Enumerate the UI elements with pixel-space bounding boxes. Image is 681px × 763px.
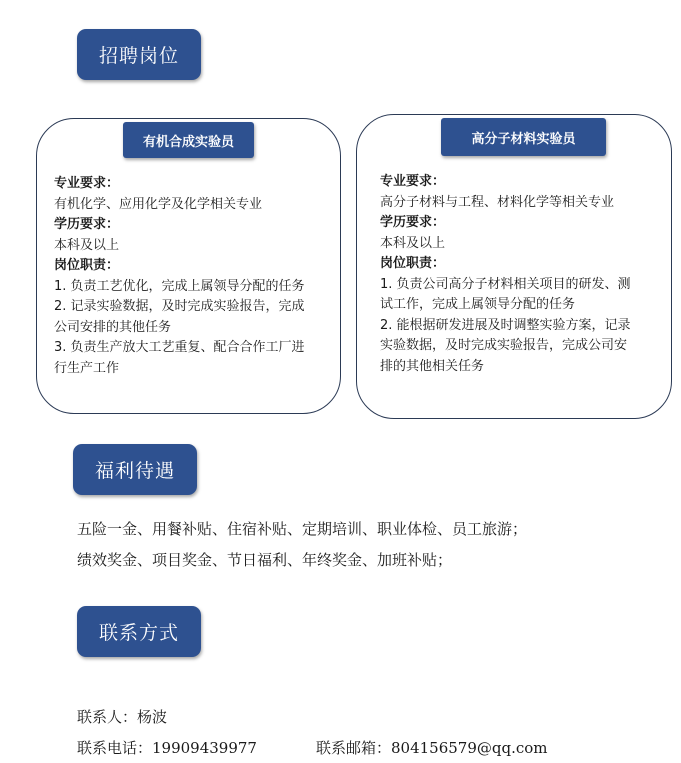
duty-line: 1. 负责工艺优化，完成上属领导分配的任务: [54, 278, 305, 294]
duty-line: 公司安排的其他任务: [54, 319, 172, 335]
education-label: 学历要求：: [380, 215, 446, 230]
section-title-contact: 联系方式: [77, 606, 201, 657]
duties-label: 岗位职责：: [54, 258, 120, 273]
education-label: 学历要求：: [54, 217, 120, 232]
job-details: [380, 172, 665, 377]
section-title-benefits: 福利待遇: [73, 444, 197, 495]
contact-phone: 联系电话：19909439977: [77, 739, 257, 757]
major-label: 专业要求：: [54, 176, 120, 191]
duty-line: 1. 负责公司高分子材料相关项目的研发、测: [380, 276, 631, 292]
contact-person: 联系人：杨波: [77, 708, 168, 726]
duty-line: 3. 负责生产放大工艺重复、配合合作工厂进: [54, 340, 305, 355]
benefits-line: 五险一金、用餐补贴、住宿补贴、定期培训、职业体检、员工旅游；: [77, 520, 528, 538]
education-text: 本科及以上: [380, 235, 446, 251]
benefits-line: 绩效奖金、项目奖金、节日福利、年终奖金、加班补贴；: [77, 551, 453, 569]
duty-line: 行生产工作: [54, 360, 120, 376]
major-label: 专业要求：: [380, 174, 446, 189]
major-text: 有机化学、应用化学及化学相关专业: [54, 196, 263, 212]
job-details: [54, 174, 334, 379]
duty-line: 2. 记录实验数据，及时完成实验报告，完成: [54, 299, 305, 314]
duty-line: 排的其他相关任务: [380, 358, 485, 374]
job-title: 高分子材料实验员: [441, 118, 606, 156]
duty-line: 实验数据，及时完成实验报告，完成公司安: [380, 338, 628, 353]
section-title-positions: 招聘岗位: [77, 29, 201, 80]
major-text: 高分子材料与工程、材料化学等相关专业: [380, 194, 615, 210]
education-text: 本科及以上: [54, 237, 120, 253]
duty-line: 2. 能根据研发进展及时调整实验方案，记录: [380, 317, 631, 333]
contact-email: 联系邮箱：804156579@qq.com: [316, 739, 548, 757]
duties-label: 岗位职责：: [380, 256, 446, 271]
duty-line: 试工作，完成上属领导分配的任务: [380, 297, 576, 312]
job-title: 有机合成实验员: [123, 122, 254, 158]
